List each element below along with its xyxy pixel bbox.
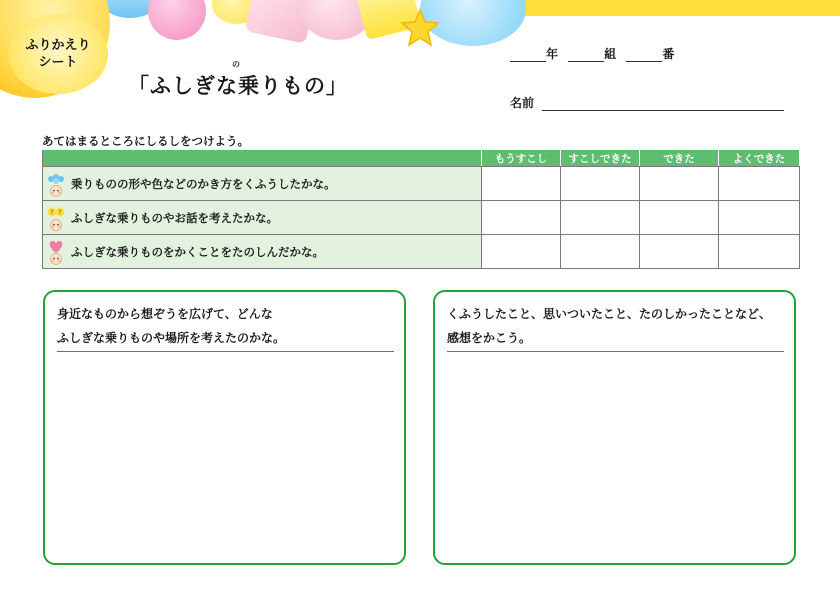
impressions-prompt (447, 302, 771, 350)
check-cell-well-done[interactable] (719, 167, 800, 201)
star-icon (400, 8, 440, 48)
class-blank[interactable] (568, 50, 604, 62)
page-title: 「ふしぎな乗りもの」 (128, 74, 348, 98)
impressions-writing-box[interactable] (433, 290, 796, 565)
header-a-little-more: もうすこし (482, 150, 561, 167)
check-cell-somewhat-done[interactable] (561, 235, 640, 269)
year-blank[interactable] (510, 50, 546, 62)
table-row (43, 167, 800, 201)
question-header (43, 150, 482, 167)
year-label: 年 (546, 47, 559, 61)
check-cell-well-done[interactable] (719, 201, 800, 235)
class-label: 組 (604, 47, 617, 61)
question-cell (43, 235, 482, 269)
question-text: ふしぎな乗りものやお話を考えたかな。 (71, 210, 278, 225)
check-cell-done[interactable] (640, 201, 719, 235)
check-cell-done[interactable] (640, 167, 719, 201)
number-label: 番 (662, 47, 675, 61)
title-ruby: の (232, 60, 240, 69)
number-blank[interactable] (626, 50, 662, 62)
question-cell (43, 201, 482, 235)
name-label: 名前 (510, 96, 535, 110)
instruction-text: あてはまるところにしるしをつけよう。 (42, 134, 249, 148)
table-row (43, 201, 800, 235)
check-cell-done[interactable] (640, 235, 719, 269)
header-done: できた (640, 150, 719, 167)
divider-line (57, 351, 394, 352)
imagination-writing-box[interactable] (43, 290, 406, 565)
check-cell-somewhat-done[interactable] (561, 201, 640, 235)
question-text: ふしぎな乗りものをかくことをたのしんだかな。 (71, 244, 324, 259)
header-well-done: よくできた (719, 150, 800, 167)
badge-line2: シート (38, 55, 78, 70)
blue-flower-icon (47, 171, 65, 197)
imagination-prompt (57, 302, 285, 350)
badge-line1: ふりかえり (25, 38, 91, 53)
check-cell-somewhat-done[interactable] (561, 167, 640, 201)
check-cell-well-done[interactable] (719, 235, 800, 269)
check-cell-a-little-more[interactable] (482, 235, 561, 269)
reflection-sheet-badge (8, 14, 108, 94)
top-yellow-band (520, 0, 840, 16)
name-row (510, 94, 784, 111)
table-row (43, 235, 800, 269)
prompt-line1: 身近なものから想ぞうを広げて、どんな (57, 307, 273, 321)
name-blank[interactable] (542, 97, 784, 111)
prompt-line2: 感想をかこう。 (447, 331, 532, 345)
pink-balloon-decoration (148, 0, 206, 40)
self-check-table (42, 149, 800, 269)
table-header-row (43, 150, 800, 167)
student-id-fields (510, 45, 674, 62)
divider-line (447, 351, 784, 352)
pink-heart-icon (47, 239, 65, 265)
header-somewhat-done: すこしできた (561, 150, 640, 167)
check-cell-a-little-more[interactable] (482, 201, 561, 235)
prompt-line1: くふうしたこと、思いついたこと、たのしかったことなど、 (447, 307, 772, 321)
check-cell-a-little-more[interactable] (482, 167, 561, 201)
svg-text:?: ? (57, 208, 63, 216)
svg-text:?: ? (49, 208, 55, 216)
prompt-line2: ふしぎな乗りものや場所を考えたのかな。 (57, 331, 286, 345)
yellow-question-icon (47, 205, 65, 231)
question-text: 乗りものの形や色などのかき方をくふうしたかな。 (71, 176, 336, 191)
question-cell (43, 167, 482, 201)
